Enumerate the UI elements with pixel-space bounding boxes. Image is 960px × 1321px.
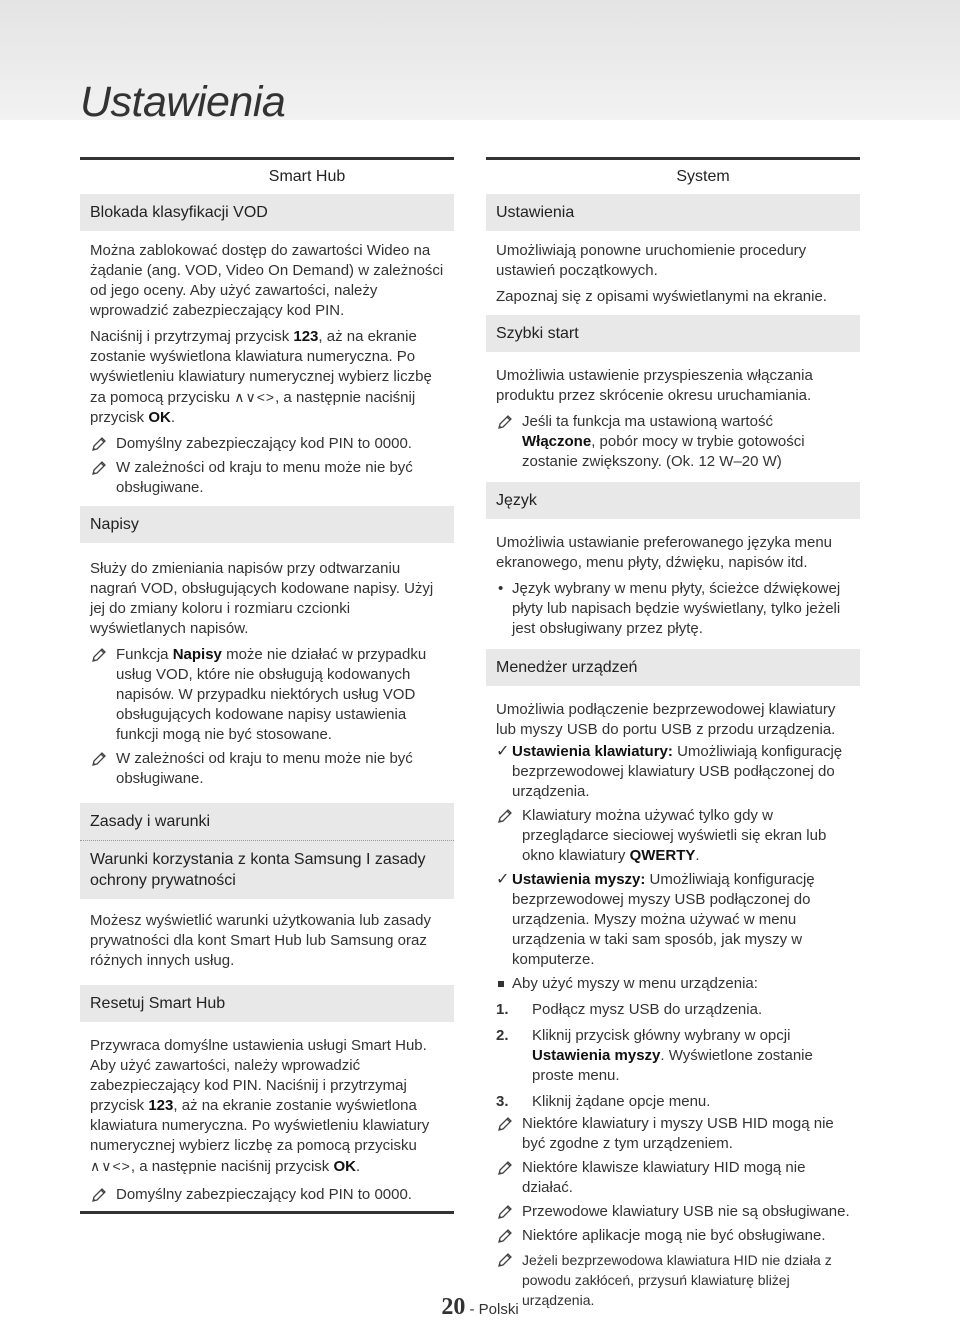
text: Przywraca domyślne ustawienia usługi Smart Hub. Aby użyć zawartości, należy wprowadzić zabezpieczający kod PIN. Naciśnij i przytrzymaj przycisk [90, 1037, 427, 1114]
pencil-icon [496, 413, 514, 431]
note-text: Domyślny zabezpieczający kod PIN to 0000. [116, 435, 412, 452]
option-name: Ustawienia myszy: [512, 871, 646, 888]
text: , a następnie naciśnij przycisk [130, 1158, 334, 1175]
page-footer [0, 1294, 960, 1321]
keyboard-type: QWERTY [629, 847, 696, 864]
bullet-item [496, 579, 850, 639]
note-text: Klawiatury można używać tylko gdy w przeglądarce sieciowej wyświetli się ekran lub okno klawiatury [522, 807, 827, 864]
pencil-icon [496, 1227, 514, 1245]
text: Naciśnij i przytrzymaj przycisk [90, 328, 294, 345]
check-text: Umożliwiają konfigurację bezprzewodowej klawiatury USB podłączonej do urządzenia. [512, 743, 843, 800]
arrow-keys-icon: ∧∨<> [90, 1158, 131, 1174]
step-number: 3. [496, 1093, 509, 1110]
note-text: Funkcja [116, 646, 173, 663]
button-name-123: 123 [293, 328, 319, 345]
section-banner-system [486, 157, 860, 194]
device-manager-paragraph: Umożliwia podłączenie bezprzewodowej klawiatury lub myszy USB do portu USB z przodu urządzenia. [496, 701, 836, 738]
terms-paragraph: Możesz wyświetlić warunki użytkowania lub zasady prywatności dla kont Smart Hub lub Samsung oraz różnych innych usług. [90, 912, 431, 969]
text: . [170, 409, 176, 426]
reset-paragraph [90, 1036, 444, 1177]
pencil-icon [90, 459, 108, 477]
text: . [355, 1158, 361, 1175]
right-column [486, 157, 860, 1314]
square-bullet-icon [498, 981, 504, 987]
step-number: 2. [496, 1027, 509, 1044]
step-text: . Wyświetlone zostanie proste menu. [532, 1047, 813, 1084]
note [90, 1185, 444, 1205]
function-name: Napisy [172, 646, 222, 663]
text: , a następnie naciśnij przycisk [90, 389, 416, 426]
note-text: Jeśli ta funkcja ma ustawioną wartość [522, 413, 773, 430]
vod-paragraph-1: Można zablokować dostęp do zawartości Wideo na żądanie (ang. VOD, Video On Demand) w zależności od jego oceny. Aby użyć zawartości, należy wprowadzić zabezpieczający kod PIN. [90, 242, 444, 319]
page-number: 20 [441, 1294, 466, 1320]
checkmark-icon: ✓ [496, 743, 510, 760]
note-text: Przewodowe klawiatury USB nie są obsługiwane. [522, 1203, 850, 1220]
step-item [496, 1026, 850, 1086]
note-text: W zależności od kraju to menu może nie być obsługiwane. [116, 459, 413, 496]
bullet-text: Aby użyć myszy w menu urządzenia: [512, 975, 758, 992]
note-text: , pobór mocy w trybie gotowości zostanie zwiększony. (Ok. 12 W–20 W) [522, 433, 805, 470]
note-text: Domyślny zabezpieczający kod PIN to 0000. [116, 1186, 412, 1203]
pencil-icon [496, 1115, 514, 1133]
note [90, 458, 444, 498]
page-title: Ustawienia [80, 78, 286, 126]
button-name-ok: OK [148, 409, 171, 426]
section-banner-smart-hub [80, 157, 454, 194]
note-text: Niektóre klawiatury i myszy USB HID mogą nie być zgodne z tym urządzeniem. [522, 1115, 834, 1152]
subsection-napisy: Napisy [80, 506, 454, 543]
subsection-samsung-terms: Warunki korzystania z konta Samsung I zasady ochrony prywatności [80, 841, 454, 899]
subsection-language: Język [486, 482, 860, 519]
option-name: Ustawienia myszy [532, 1047, 661, 1064]
note [496, 1114, 850, 1154]
quick-start-paragraph: Umożliwia ustawienie przyspieszenia włączania produktu przez skrócenie okresu uruchamiania. [496, 367, 813, 404]
subsection-device-manager: Menedżer urządzeń [486, 649, 860, 686]
step-text: Kliknij żądane opcje menu. [532, 1093, 711, 1110]
check-item-keyboard [496, 742, 850, 802]
pencil-icon [496, 807, 514, 825]
note [90, 645, 444, 745]
note-text: Niektóre aplikacje mogą nie być obsługiwane. [522, 1227, 826, 1244]
check-item-mouse [496, 870, 850, 970]
subsection-vod-lock: Blokada klasyfikacji VOD [80, 194, 454, 231]
page-header [0, 0, 960, 126]
note-text: Jeżeli bezprzewodowa klawiatura HID nie działa z powodu zakłóceń, przysuń klawiaturę bliżej urządzenia. [522, 1252, 832, 1308]
square-bullet-item [496, 974, 850, 994]
pencil-icon [496, 1203, 514, 1221]
bullet-text: Język wybrany w menu płyty, ścieżce dźwiękowej płyty lub napisach będzie wyświetlany, tylko jeżeli jest obsługiwany przez płytę. [512, 580, 841, 637]
note [496, 1202, 850, 1222]
section-title: System [676, 168, 730, 185]
bullet-icon: • [498, 580, 504, 597]
pencil-icon [90, 435, 108, 453]
checkmark-icon: ✓ [496, 871, 510, 888]
subsection-ustawienia: Ustawienia [486, 194, 860, 231]
step-item [496, 1092, 850, 1112]
left-column [80, 157, 454, 1214]
note [496, 412, 850, 472]
note-text: W zależności od kraju to menu może nie być obsługiwane. [116, 750, 413, 787]
note [496, 1226, 850, 1246]
subsection-reset-smart-hub: Resetuj Smart Hub [80, 985, 454, 1022]
button-name-123: 123 [148, 1097, 174, 1114]
note [90, 434, 444, 454]
value-name: Włączone [522, 433, 592, 450]
section-title: Smart Hub [268, 168, 346, 185]
pencil-icon [90, 1186, 108, 1204]
note [496, 806, 850, 866]
napisy-paragraph: Służy do zmieniania napisów przy odtwarzaniu nagrań VOD, obsługujących kodowane napisy. Użyj jej do zmiany koloru i rozmiaru czcionki wyświetlanych napisów. [90, 560, 434, 637]
option-name: Ustawienia klawiatury: [512, 743, 673, 760]
subsection-terms: Zasady i warunki [80, 803, 454, 841]
pencil-icon [496, 1159, 514, 1177]
check-text: Umożliwiają konfigurację bezprzewodowej myszy USB podłączonej do urządzenia. Myszy można używać w menu urządzenia w taki sam sposób, jak myszy w komputerze. [512, 871, 815, 968]
footer-language: - Polski [465, 1301, 519, 1318]
step-number: 1. [496, 1001, 509, 1018]
language-paragraph: Umożliwia ustawianie preferowanego języka menu ekranowego, menu płyty, dźwięku, napisów itd. [496, 534, 832, 571]
step-item [496, 1000, 850, 1020]
step-text: Podłącz mysz USB do urządzenia. [532, 1001, 763, 1018]
note-text: Niektóre klawisze klawiatury HID mogą nie działać. [522, 1159, 806, 1196]
note [90, 749, 444, 789]
text: , aż na ekranie zostanie wyświetlona klawiatura numeryczna. Po wyświetleniu klawiatury numerycznej wybierz liczbę za pomocą przycisku [90, 1097, 430, 1154]
pencil-icon [90, 646, 108, 664]
vod-paragraph-2 [90, 327, 444, 428]
ustawienia-paragraph-1: Umożliwiają ponowne uruchomienie procedury ustawień początkowych. [496, 242, 807, 279]
note-text: . [695, 847, 700, 864]
text: , aż na ekranie zostanie wyświetlona klawiatura numeryczna. Po wyświetleniu klawiatury numerycznej wybierz liczbę za pomocą przycisku [90, 328, 432, 406]
subsection-quick-start: Szybki start [486, 315, 860, 352]
ustawienia-paragraph-2: Zapoznaj się z opisami wyświetlanymi na ekranie. [496, 288, 827, 305]
note [496, 1158, 850, 1198]
pencil-icon [90, 750, 108, 768]
button-name-ok: OK [333, 1158, 356, 1175]
pencil-icon [496, 1251, 514, 1269]
step-text: Kliknij przycisk główny wybrany w opcji [532, 1027, 791, 1044]
section-end-rule [80, 1211, 454, 1214]
note-text: może nie działać w przypadku usług VOD, które nie obsługują kodowanych napisów. W przypadku niektórych usług VOD obsługujących kodowane napisy ustawienia funkcji mogą nie być stosowane. [116, 646, 427, 743]
arrow-keys-icon: ∧∨<> [234, 389, 276, 405]
